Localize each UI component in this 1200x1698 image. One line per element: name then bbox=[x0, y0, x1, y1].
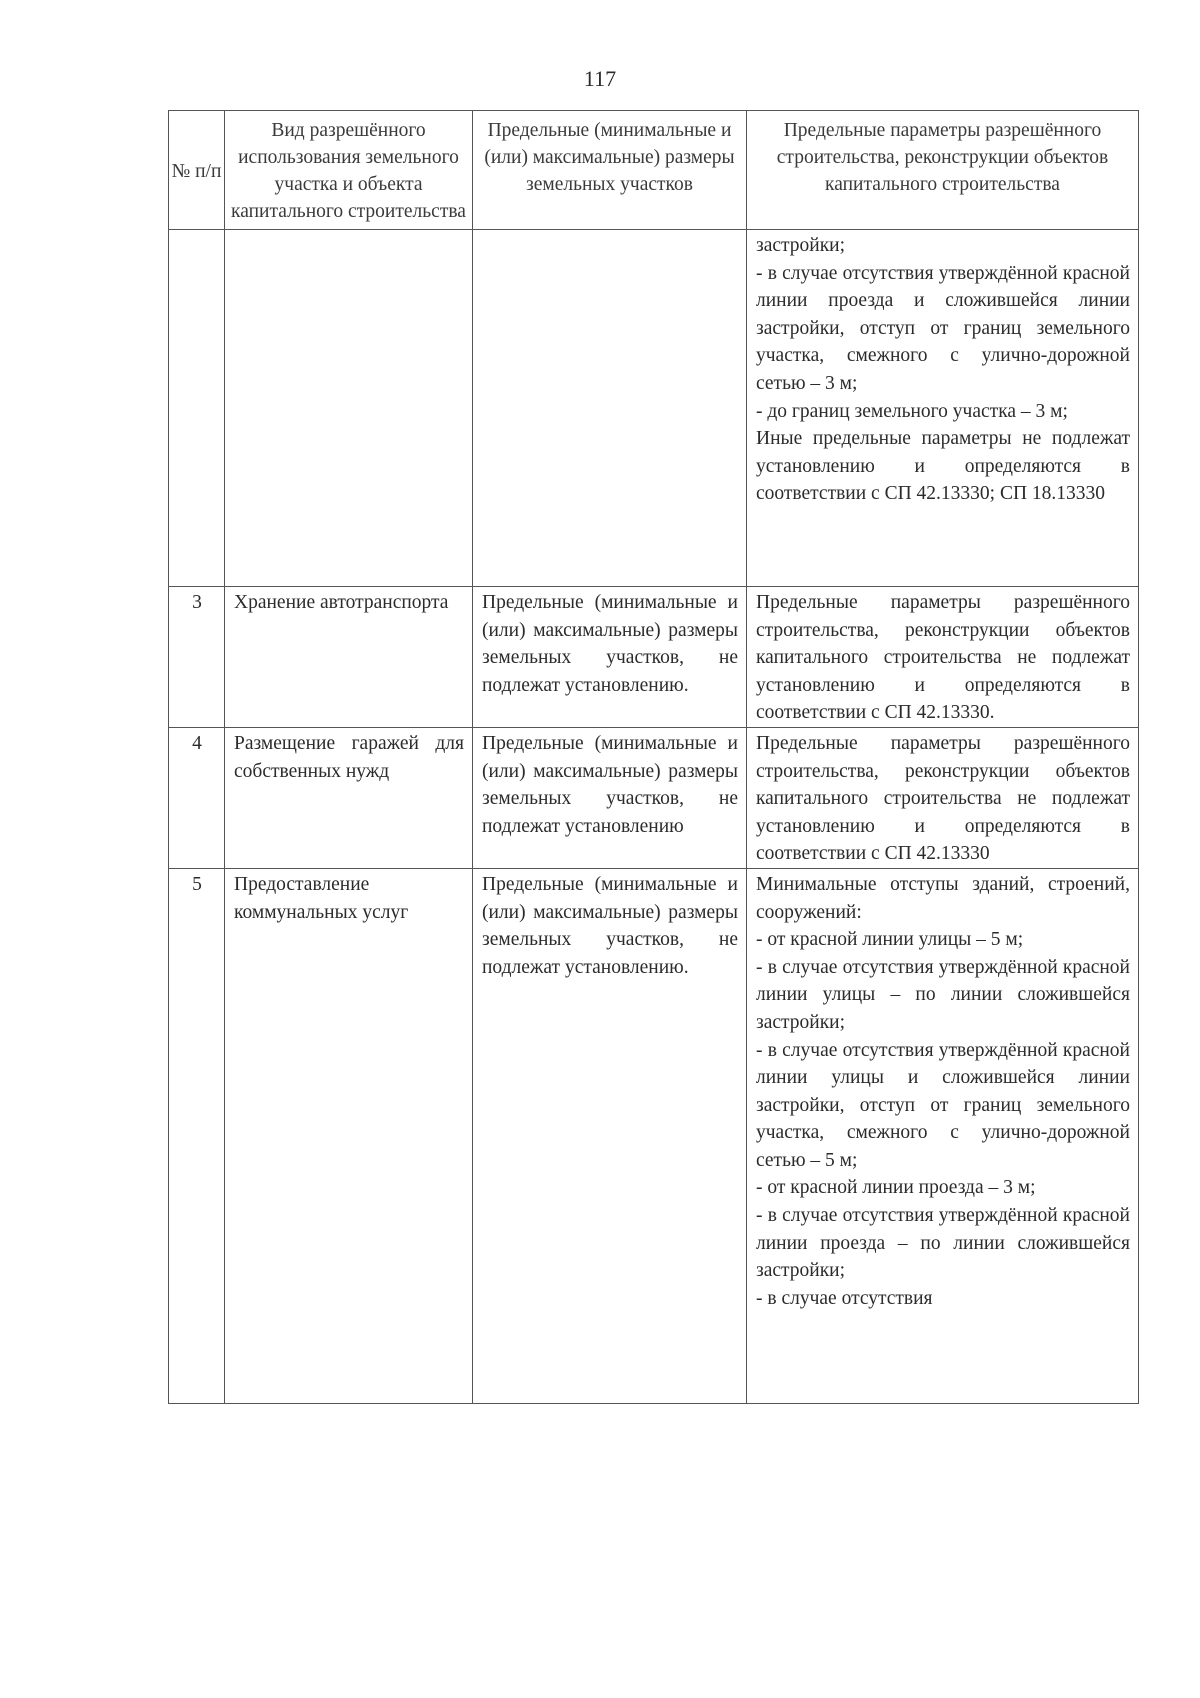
row-use-type bbox=[225, 230, 473, 587]
row-use-type: Хранение автотранспорта bbox=[225, 587, 473, 728]
row-use-type: Предоставление коммунальных услуг bbox=[225, 868, 473, 1403]
table-row bbox=[169, 230, 1139, 587]
param-line: - в случае отсутствия утверждённой красной линии улицы – по линии сложившейся застройки; bbox=[756, 956, 1130, 1033]
row-build-params bbox=[747, 587, 1139, 728]
header-number: № п/п bbox=[169, 111, 225, 230]
row-number: 4 bbox=[169, 727, 225, 868]
table-row bbox=[169, 868, 1139, 1403]
param-line: - от красной линии проезда – 3 м; bbox=[756, 1177, 1036, 1199]
row-plot-size: Предельные (минимальные и (или) максимальные) размеры земельных участков, не подлежат установлению. bbox=[473, 587, 747, 728]
row-number: 3 bbox=[169, 587, 225, 728]
param-line: Иные предельные параметры не подлежат установлению и определяются в соответствии с СП 42.13330; СП 18.13330 bbox=[756, 428, 1130, 505]
param-line: застройки; bbox=[756, 235, 846, 256]
header-build-params: Предельные параметры разрешённого строительства, реконструкции объектов капитального строительства bbox=[747, 111, 1139, 230]
header-plot-size: Предельные (минимальные и (или) максимальные) размеры земельных участков bbox=[473, 111, 747, 230]
row-build-params bbox=[747, 230, 1139, 587]
param-line: Предельные параметры разрешённого строительства, реконструкции объектов капитального строительства не подлежат установлению и определяются в соответствии с СП 42.13330 bbox=[756, 732, 1130, 865]
row-build-params bbox=[747, 727, 1139, 868]
param-line: - в случае отсутствия bbox=[756, 1287, 933, 1309]
param-line: - в случае отсутствия утверждённой красной линии улицы и сложившейся линии застройки, отступ от границ земельного участка, смежного с улично-дорожной сетью – 5 м; bbox=[756, 1039, 1130, 1171]
row-number: 5 bbox=[169, 868, 225, 1403]
row-plot-size bbox=[473, 230, 747, 587]
param-line: - от красной линии улицы – 5 м; bbox=[756, 929, 1024, 951]
param-line: Минимальные отступы зданий, строений, сооружений: bbox=[756, 873, 1130, 923]
row-build-params bbox=[747, 868, 1139, 1403]
param-line: - в случае отсутствия утверждённой красной линии проезда – по линии сложившейся застройки; bbox=[756, 1205, 1130, 1282]
row-plot-size: Предельные (минимальные и (или) максимальные) размеры земельных участков, не подлежат установлению bbox=[473, 727, 747, 868]
table-row bbox=[169, 727, 1139, 868]
row-plot-size: Предельные (минимальные и (или) максимальные) размеры земельных участков, не подлежат установлению. bbox=[473, 868, 747, 1403]
row-number bbox=[169, 230, 225, 587]
header-use-type: Вид разрешённого использования земельного участка и объекта капитального строительства bbox=[225, 111, 473, 230]
param-line: Предельные параметры разрешённого строительства, реконструкции объектов капитального строительства не подлежат установлению и определяются в соответствии с СП 42.13330. bbox=[756, 592, 1130, 724]
page-number: 117 bbox=[583, 66, 617, 91]
table-header-row bbox=[169, 111, 1139, 230]
param-line: - в случае отсутствия утверждённой красной линии проезда и сложившейся линии застройки, отступ от границ земельного участка, смежного с улично-дорожной сетью – 3 м; bbox=[756, 262, 1130, 394]
table-row bbox=[169, 587, 1139, 728]
regulations-table bbox=[168, 110, 1139, 1404]
row-use-type: Размещение гаражей для собственных нужд bbox=[225, 727, 473, 868]
param-line: - до границ земельного участка – 3 м; bbox=[756, 400, 1068, 422]
